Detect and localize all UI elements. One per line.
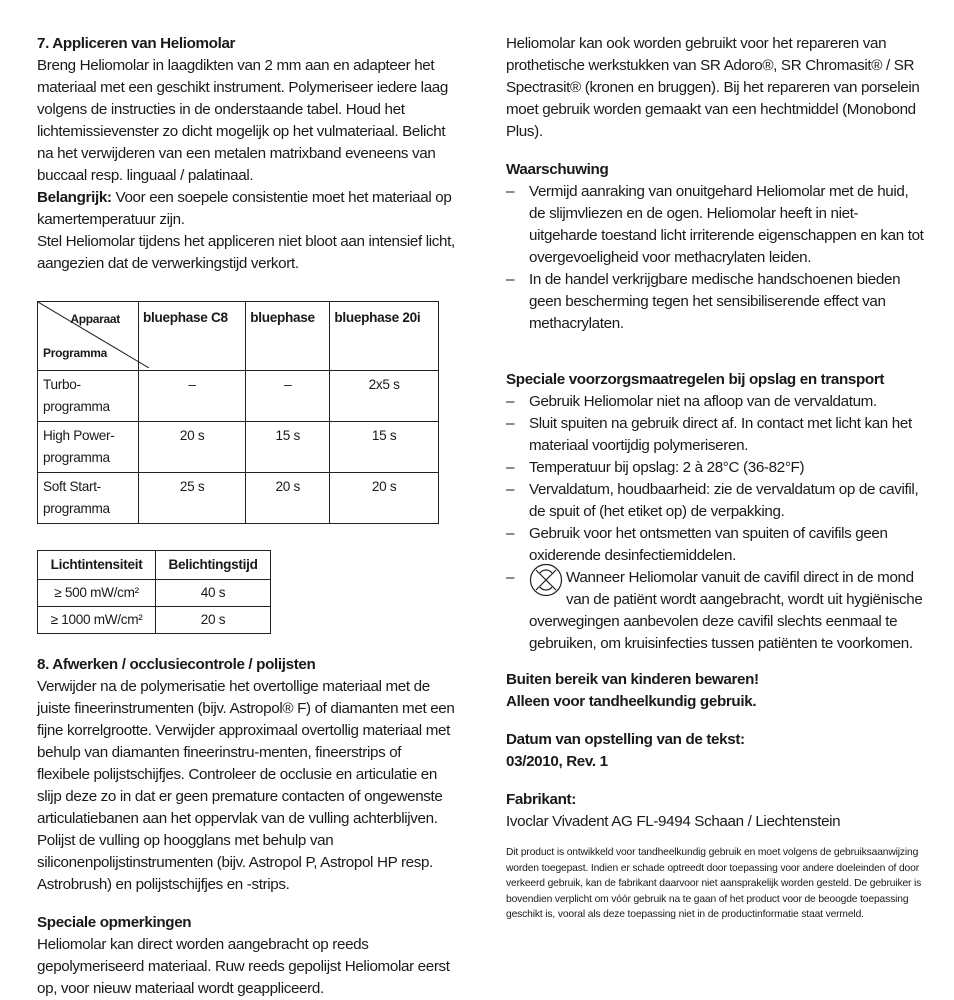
warning-list — [506, 181, 924, 335]
time-cell: 25 s — [139, 473, 246, 524]
intensity-header: Lichtintensiteit — [38, 551, 156, 580]
program-cell: High Power-programma — [38, 422, 139, 473]
date-title: Datum van opstelling van de tekst: — [506, 731, 745, 748]
time-header: Belichtingstijd — [156, 551, 271, 580]
section-8-text: Verwijder na de polymerisatie het overtollige materiaal met de juiste fineerinstrumenten (bijv. Astropol® F) of diamanten met een fijne korrelgrootte. Verwijder approximaal overtollig materiaal met behulp van diamanten fineerinstru-menten, fineerstrips of flexibele polijstschijfjes. Controleer de occlusie en articulatie en slijp deze zo in dat er geen prematurе contacten of ongewenste articulatiebanen aan het oppervlak van de vulling achterblijven. Polijst de vulling op hoogglans met behulp van siliconenpolijstinstrumenten (bijv. Astropol P, Astropol HP resp. Astrobrush) en polijstschijfjes en -strips. — [37, 678, 455, 893]
special-notes-text: Heliomolar kan direct worden aangebracht op reeds gepolymeriseerd materiaal. Ruw reeds gepolijst Heliomolar eerst op, voor nieuw materiaal wordt geappliceerd. — [37, 936, 450, 997]
device-header: bluephase — [246, 302, 330, 371]
important-text: Voor een soepele consistentie moet het materiaal op kamertemperatuur zijn. — [37, 189, 452, 228]
corner-program-label: Programma — [43, 346, 107, 360]
date-value: 03/2010, Rev. 1 — [506, 753, 608, 770]
list-item: – Gebruik voor het ontsmetten van spuiten of cavifils geen oxiderende desinfectiemiddelen. — [506, 523, 924, 567]
time-cell: – — [246, 371, 330, 422]
list-item: – Vermijd aanraking van onuitgehard Heliomolar met de huid, de slijmvliezen en de ogen. Heliomolar heeft in niet-uitgeharde toestand licht irriterende eigenschappen en kan tot overgevoeligheid voor methacrylaten leiden. — [506, 181, 924, 269]
time-cell: 20 s — [139, 422, 246, 473]
date-block — [506, 729, 924, 773]
list-item: – Sluit spuiten na gebruik direct af. In contact met licht kan het materiaal voortijdig polymeriseren. — [506, 413, 924, 457]
right-column — [506, 33, 924, 923]
disclaimer: Dit product is ontwikkeld voor tandheelkundig gebruik en moet volgens de gebruiksaanwijzing worden toegepast. Indien er schade optreedt door toepassing voor andere doeleinden of door verkeerd gebruik, kan de fabrikant daarvoor niet aansprakelijk worden gesteld. De gebruiker is bovendien verplicht om vóór gebruik na te gaan of het product voor de beoogde toepassing geschikt is, vooral als deze toepassing niet in de productinformatie staat vermeld. — [506, 847, 922, 920]
device-header: bluephase C8 — [139, 302, 246, 371]
children-line-1: Buiten bereik van kinderen bewaren! — [506, 671, 759, 688]
single-use-text: Wanneer Heliomolar vanuit de cavifil direct in de mond van de patiënt wordt aangebracht, wordt uit hygiënische overwegingen aanbevolen deze cavifil slechts eenmaal te gebruiken, om kruisinfecties tussen patiënten te voorkomen. — [529, 569, 923, 652]
table-row — [38, 422, 439, 473]
special-notes-title: Speciale opmerkingen — [37, 914, 192, 931]
section-8-title: 8. Afwerken / occlusiecontrole / polijsten — [37, 656, 316, 673]
table-corner — [38, 302, 139, 371]
list-item: – In de handel verkrijgbare medische handschoenen bieden geen bescherming tegen het sensibiliserende effect van methacrylaten. — [506, 269, 924, 335]
section-7-title: 7. Appliceren van Heliomolar — [37, 35, 236, 52]
section-7-text-2: Stel Heliomolar tijdens het appliceren niet bloot aan intensief licht, aangezien dat de verwerkingstijd verkort. — [37, 233, 455, 272]
intensity-cell: ≥ 500 mW/cm² — [38, 580, 156, 607]
manufacturer-value: Ivoclar Vivadent AG FL-9494 Schaan / Liechtenstein — [506, 813, 841, 830]
left-column — [37, 33, 455, 1000]
list-item: – Gebruik Heliomolar niet na afloop van de vervaldatum. — [506, 391, 924, 413]
warning-title: Waarschuwing — [506, 161, 609, 178]
important-label: Belangrijk: — [37, 189, 112, 206]
list-item — [506, 567, 924, 655]
list-item: – Vervaldatum, houdbaarheid: zie de vervaldatum op de cavifil, de spuit of (het etiket op) de verpakking. — [506, 479, 924, 523]
time-cell: 20 s — [156, 607, 271, 634]
section-7-text: Breng Heliomolar in laagdikten van 2 mm aan en adapteer het materiaal met een geschikt instrument. Polymeriseer iedere laag volgens de instructies in de onderstaande tabel. Houd het lichtemissievenster zo dicht mogelijk op het vulmateriaal. Belicht na het verwijderen van een metalen matrixband eveneens van buccaal resp. linguaal / palatinaal. — [37, 57, 448, 184]
time-cell: – — [139, 371, 246, 422]
children-warning — [506, 669, 924, 713]
time-cell: 40 s — [156, 580, 271, 607]
storage-title: Speciale voorzorgsmaatregelen bij opslag en transport — [506, 371, 885, 388]
time-cell: 2x5 s — [330, 371, 439, 422]
repair-intro: Heliomolar kan ook worden gebruikt voor het repareren van prothetische werkstukken van SR Adoro®, SR Chromasit® / SR Spectrasit® (kronen en bruggen). Bij het repareren van porselein moet gebruik worden gemaakt van een hechtmiddel (Monobond Plus). — [506, 35, 920, 140]
manufacturer-title: Fabrikant: — [506, 791, 576, 808]
corner-device-label: Apparaat — [70, 312, 120, 326]
storage-list — [506, 391, 924, 655]
list-item: – Temperatuur bij opslag: 2 à 28°C (36-82°F) — [506, 457, 924, 479]
intensity-table — [37, 550, 271, 634]
program-cell: Soft Start-programma — [38, 473, 139, 524]
program-cell: Turbo-programma — [38, 371, 139, 422]
device-header: bluephase 20i — [330, 302, 439, 371]
table-row — [38, 580, 271, 607]
time-cell: 15 s — [330, 422, 439, 473]
time-cell: 20 s — [330, 473, 439, 524]
time-cell: 20 s — [246, 473, 330, 524]
table-row — [38, 371, 439, 422]
do-not-reuse-icon — [529, 563, 563, 597]
children-line-2: Alleen voor tandheelkundig gebruik. — [506, 693, 757, 710]
intensity-cell: ≥ 1000 mW/cm² — [38, 607, 156, 634]
section-7-important — [37, 187, 455, 231]
table-row — [38, 607, 271, 634]
table-row — [38, 473, 439, 524]
time-cell: 15 s — [246, 422, 330, 473]
curing-table — [37, 301, 439, 524]
